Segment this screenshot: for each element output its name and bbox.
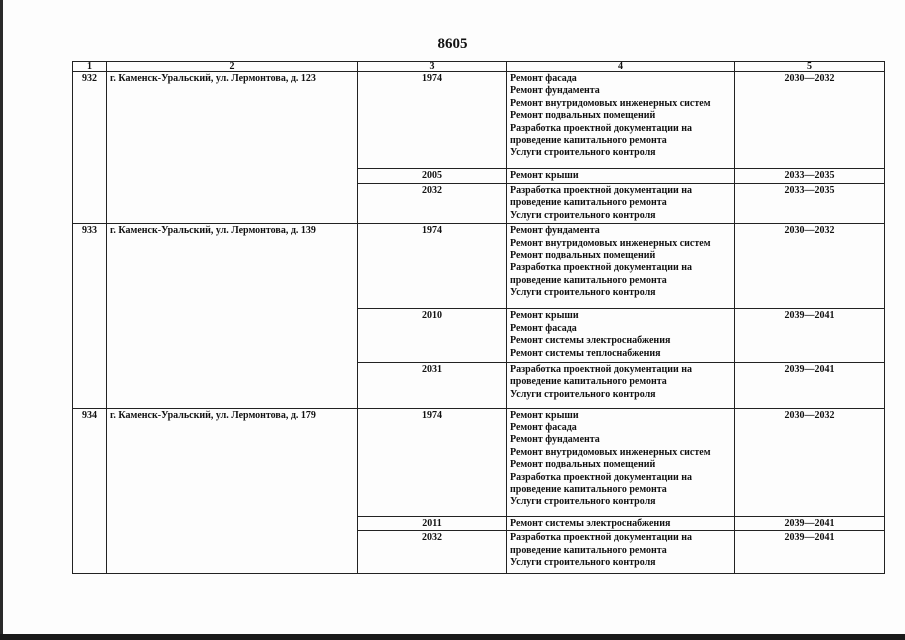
table-body bbox=[73, 72, 885, 574]
header-col-1: 1 bbox=[73, 62, 107, 72]
work-item: Разработка проектной документации на bbox=[510, 262, 693, 274]
work-item: Ремонт внутридомовых инженерных систем bbox=[510, 97, 711, 109]
work-item: Услуги строительного контроля bbox=[510, 557, 656, 569]
table-row bbox=[73, 224, 885, 309]
work-item: Ремонт фундамента bbox=[510, 434, 600, 446]
works-cell bbox=[507, 183, 735, 223]
work-item: Ремонт системы электроснабжения bbox=[510, 517, 671, 529]
year-cell: 2010 bbox=[358, 309, 507, 363]
period-cell: 2039—2041 bbox=[735, 309, 885, 363]
work-item: Ремонт внутридомовых инженерных систем bbox=[510, 237, 711, 249]
year-cell: 1974 bbox=[358, 408, 507, 516]
header-col-4: 4 bbox=[507, 62, 735, 72]
record-number: 932 bbox=[73, 72, 107, 224]
page-number: 8605 bbox=[437, 36, 468, 52]
works-cell bbox=[507, 169, 735, 184]
works-cell bbox=[507, 408, 735, 516]
record-number: 934 bbox=[73, 408, 107, 574]
year-cell: 2032 bbox=[358, 183, 507, 223]
record-address: г. Каменск-Уральский, ул. Лермонтова, д. 123 bbox=[107, 72, 358, 224]
work-item: Ремонт подвальных помещений bbox=[510, 110, 656, 122]
header-col-5: 5 bbox=[735, 62, 885, 72]
year-cell: 1974 bbox=[358, 72, 507, 169]
header-row bbox=[73, 62, 885, 72]
work-item: Ремонт внутридомовых инженерных систем bbox=[510, 446, 711, 458]
work-item: проведение капитального ремонта bbox=[510, 274, 667, 286]
work-item: Ремонт системы теплоснабжения bbox=[510, 347, 661, 359]
period-cell: 2030—2032 bbox=[735, 408, 885, 516]
period-cell: 2039—2041 bbox=[735, 362, 885, 408]
work-item: Ремонт фасада bbox=[510, 421, 577, 433]
work-item: Ремонт системы электроснабжения bbox=[510, 335, 671, 347]
record-address: г. Каменск-Уральский, ул. Лермонтова, д. 179 bbox=[107, 408, 358, 574]
work-item: проведение капитального ремонта bbox=[510, 197, 667, 209]
year-cell: 1974 bbox=[358, 224, 507, 309]
works-cell bbox=[507, 224, 735, 309]
period-cell: 2030—2032 bbox=[735, 72, 885, 169]
scan-left-edge bbox=[0, 0, 3, 640]
year-cell: 2005 bbox=[358, 169, 507, 184]
period-cell: 2033—2035 bbox=[735, 183, 885, 223]
header-col-3: 3 bbox=[358, 62, 507, 72]
work-item: Ремонт подвальных помещений bbox=[510, 250, 656, 262]
work-item: Разработка проектной документации на bbox=[510, 471, 693, 483]
work-item: Ремонт фасада bbox=[510, 322, 577, 334]
table-row bbox=[73, 408, 885, 516]
work-item: Ремонт фундамента bbox=[510, 85, 600, 97]
works-cell bbox=[507, 72, 735, 169]
record-address: г. Каменск-Уральский, ул. Лермонтова, д. 139 bbox=[107, 224, 358, 408]
work-item: Услуги строительного контроля bbox=[510, 496, 656, 508]
work-item: Ремонт фасада bbox=[510, 73, 577, 84]
work-item: Разработка проектной документации на bbox=[510, 184, 693, 196]
work-item: Услуги строительного контроля bbox=[510, 147, 656, 159]
period-cell: 2039—2041 bbox=[735, 531, 885, 574]
table-row bbox=[73, 72, 885, 169]
work-item: Разработка проектной документации на bbox=[510, 122, 693, 134]
work-item: Услуги строительного контроля bbox=[510, 388, 656, 400]
works-cell bbox=[507, 362, 735, 408]
work-item: Услуги строительного контроля bbox=[510, 209, 656, 221]
work-item: Ремонт фундамента bbox=[510, 225, 600, 237]
period-cell: 2030—2032 bbox=[735, 224, 885, 309]
year-cell: 2011 bbox=[358, 516, 507, 531]
work-item: Услуги строительного контроля bbox=[510, 287, 656, 299]
year-cell: 2031 bbox=[358, 362, 507, 408]
work-item: проведение капитального ремонта bbox=[510, 376, 667, 388]
work-item: Ремонт крыши bbox=[510, 310, 579, 322]
record-number: 933 bbox=[73, 224, 107, 408]
work-item: Ремонт крыши bbox=[510, 170, 579, 182]
work-item: проведение капитального ремонта bbox=[510, 544, 667, 556]
work-item: Разработка проектной документации на bbox=[510, 363, 693, 375]
works-cell bbox=[507, 516, 735, 531]
repair-schedule-table bbox=[72, 61, 885, 574]
work-item: Ремонт крыши bbox=[510, 409, 579, 421]
work-item: проведение капитального ремонта bbox=[510, 483, 667, 495]
works-cell bbox=[507, 309, 735, 363]
work-item: Ремонт подвальных помещений bbox=[510, 459, 656, 471]
work-item: проведение капитального ремонта bbox=[510, 135, 667, 147]
header-col-2: 2 bbox=[107, 62, 358, 72]
year-cell: 2032 bbox=[358, 531, 507, 574]
scan-bottom-edge bbox=[0, 634, 905, 640]
works-cell bbox=[507, 531, 735, 574]
period-cell: 2033—2035 bbox=[735, 169, 885, 184]
work-item: Разработка проектной документации на bbox=[510, 532, 693, 544]
period-cell: 2039—2041 bbox=[735, 516, 885, 531]
